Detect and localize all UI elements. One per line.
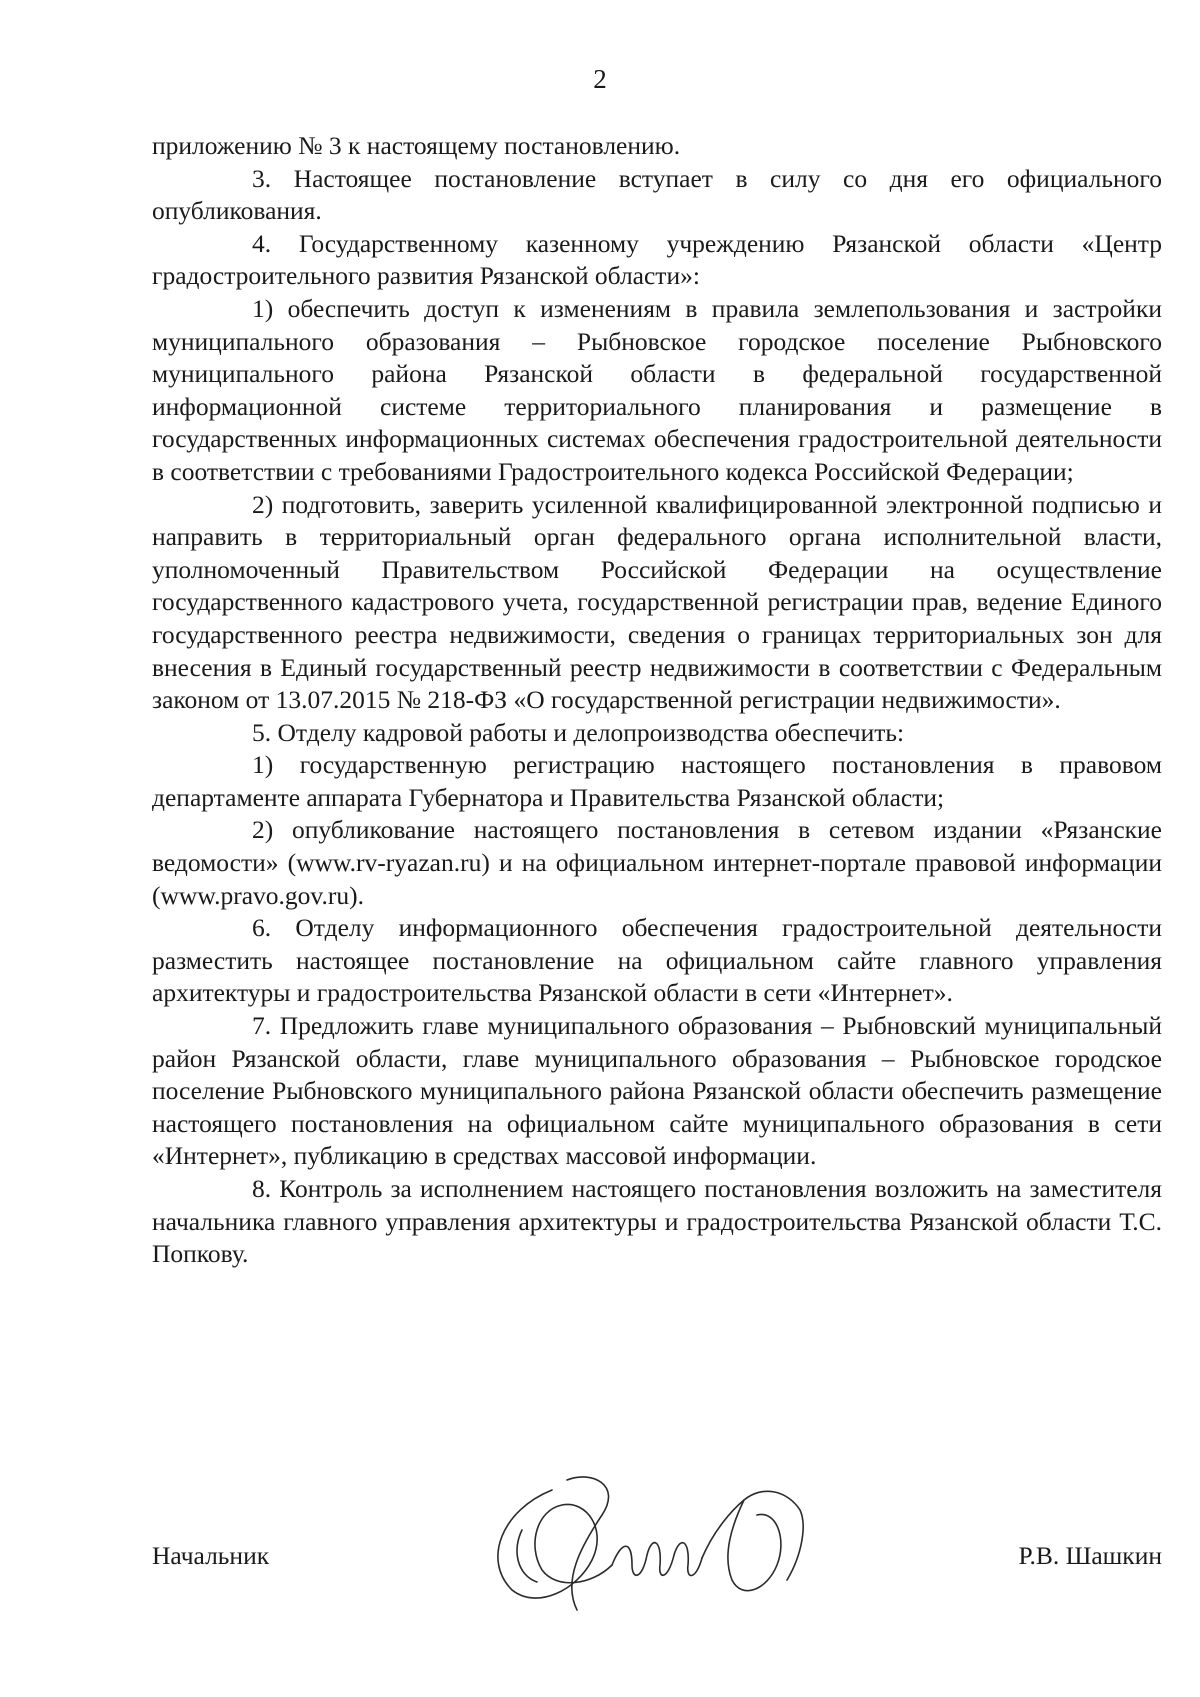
paragraph-item-3: 3. Настоящее постановление вступает в силу со дня его официального опубликования. <box>152 163 1162 226</box>
position-title: Начальник <box>152 1541 270 1570</box>
paragraph-item-7: 7. Предложить главе муниципального образования – Рыбновский муниципальный район Рязанской области, главе муниципального образования – Рыбновское городское поселение Рыбновского муниципального района Рязанской области обеспечить размещение настоящего постановления на официальном сайте муниципального образования в сети «Интернет», публикацию в средствах массовой информации. <box>152 1011 1162 1171</box>
paragraph-continuation: приложению № 3 к настоящему постановлению. <box>152 131 681 160</box>
page-number: 2 <box>593 64 607 94</box>
signatory-name: Р.В. Шашкин <box>1018 1541 1162 1570</box>
paragraph-item-4-2: 2) подготовить, заверить усиленной квалифицированной электронной подписью и направить в территориальный орган федерального органа исполнительной власти, уполномоченный Правительством Российской Федерации на осуществление государственного кадастрового учета, государственной регистрации прав, ведение Единого государственного реестра недвижимости, сведения о границах территориальных зон для внесения в Единый государственный реестр недвижимости в соответствии с Федеральным законом от 13.07.2015 № 218-ФЗ «О государственной регистрации недвижимости». <box>152 489 1162 715</box>
handwritten-signature <box>482 1470 812 1620</box>
paragraph-item-4-1: 1) обеспечить доступ к изменениям в правила землепользования и застройки муниципального образования – Рыбновское городское поселение Рыбновского муниципального района Рязанской области в федеральной государственной информационной системе территориального планирования и размещение в государственных информационных системах обеспечения градостроительной деятельности в соответствии с требованиями Градостроительного кодекса Российской Федерации; <box>152 293 1162 486</box>
paragraph-item-5: 5. Отделу кадровой работы и делопроизводства обеспечить: <box>252 717 905 747</box>
document-body <box>152 130 1162 1271</box>
paragraph-item-6: 6. Отделу информационного обеспечения градостроительной деятельности разместить настоящее постановление на официальном сайте главного управления архитектуры и градостроительства Рязанской области в сети «Интернет». <box>152 913 1162 1008</box>
paragraph-item-5-1: 1) государственную регистрацию настоящего постановления в правовом департаменте аппарата Губернатора и Правительства Рязанской области; <box>152 750 1162 812</box>
paragraph-item-4: 4. Государственному казенному учреждению Рязанской области «Центр градостроительного развития Рязанской области»: <box>152 228 1162 291</box>
paragraph-item-8: 8. Контроль за исполнением настоящего постановления возложить на заместителя начальника главного управления архитектуры и градостроительства Рязанской области Т.С. Попкову. <box>152 1174 1162 1269</box>
paragraph-item-5-2: 2) опубликование настоящего постановления в сетевом издании «Рязанские ведомости» (www.rv-ryazan.ru) и на официальном интернет-портале правовой информации (www.pravo.gov.ru). <box>152 815 1162 910</box>
